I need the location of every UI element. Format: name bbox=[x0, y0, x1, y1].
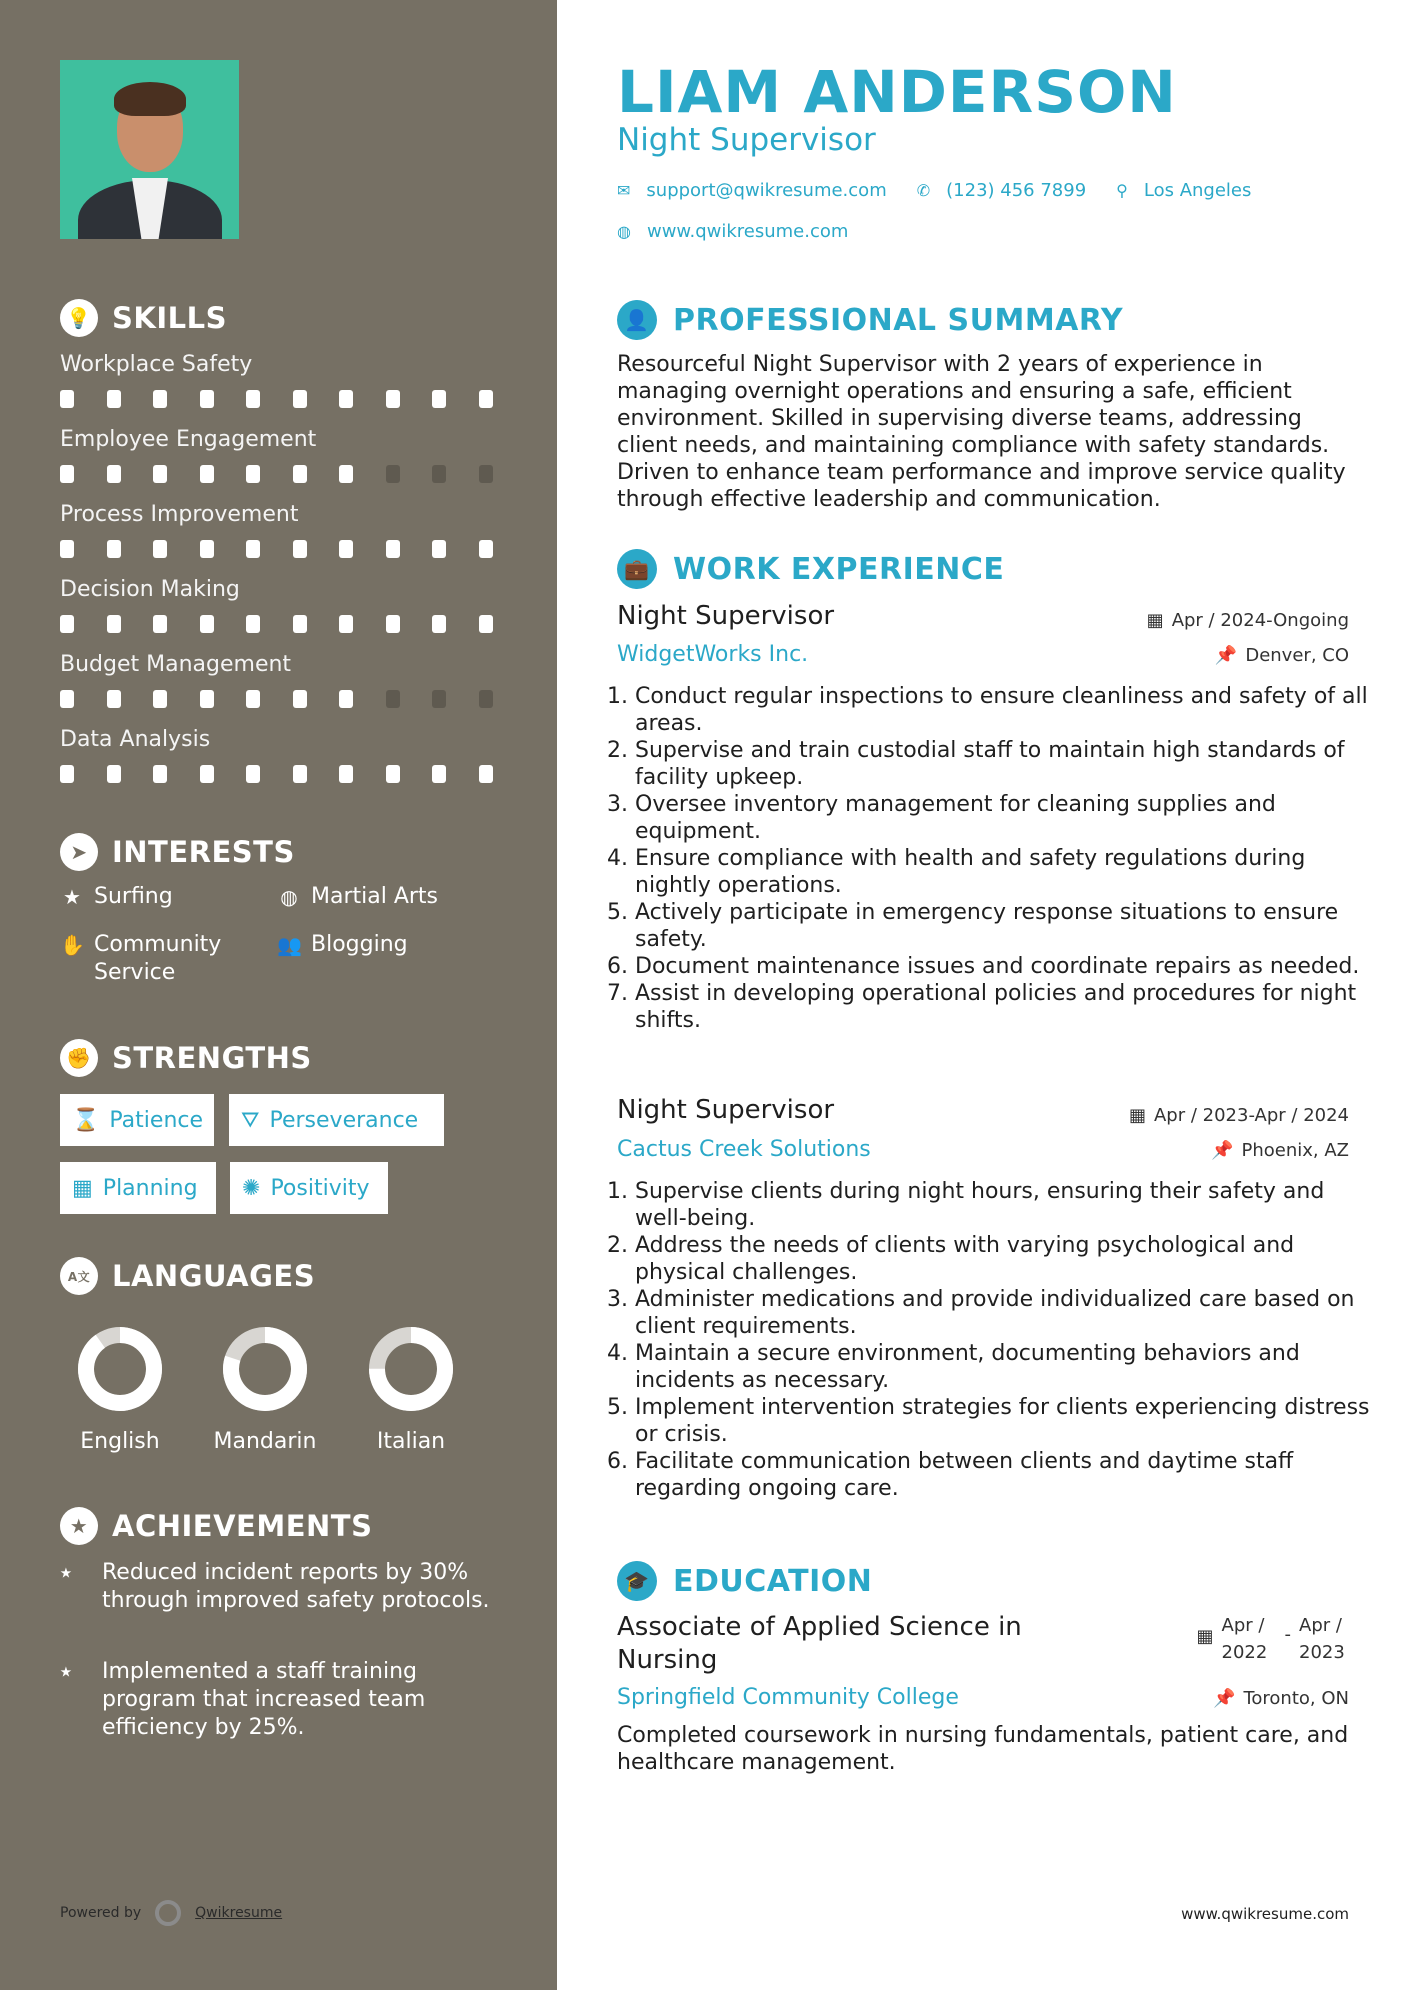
skill-name: Process Improvement bbox=[60, 502, 299, 527]
skill-dot bbox=[432, 765, 446, 783]
qwikresume-link[interactable]: Qwikresume bbox=[195, 1905, 283, 1921]
language-name: Mandarin bbox=[213, 1429, 317, 1454]
strength-badge: ▦ Planning bbox=[60, 1162, 216, 1214]
skill-dot bbox=[479, 540, 493, 558]
job-bullet: 4. Maintain a secure environment, documenting behaviors and incidents as necessary. bbox=[635, 1340, 1375, 1394]
skill-dot bbox=[200, 465, 214, 483]
interest-item: ✋ Community Service bbox=[60, 932, 222, 985]
user-icon: 👤 bbox=[617, 300, 657, 340]
skill-rating bbox=[60, 540, 525, 558]
job-dates: ▦ Apr / 2023-Apr / 2024 bbox=[1128, 1105, 1349, 1126]
sidebar bbox=[0, 0, 557, 1990]
website-row bbox=[617, 221, 848, 242]
skill-dot bbox=[339, 765, 353, 783]
skill-dot bbox=[246, 765, 260, 783]
fist-icon: ✊ bbox=[60, 1039, 98, 1077]
briefcase-icon: 💼 bbox=[617, 549, 657, 589]
award-icon: ★ bbox=[60, 1507, 98, 1545]
skill-dot bbox=[386, 390, 400, 408]
skill-dot bbox=[386, 540, 400, 558]
job-bullet: 3. Administer medications and provide individualized care based on client requirements. bbox=[635, 1286, 1375, 1340]
pin-icon: 📌 bbox=[1214, 645, 1238, 666]
skill-dot bbox=[153, 765, 167, 783]
globe-icon: ◍ bbox=[280, 885, 298, 909]
skill-dot bbox=[293, 390, 307, 408]
job-location: 📌 Denver, CO bbox=[1214, 645, 1349, 666]
hourglass-icon: ⌛ bbox=[72, 1107, 100, 1133]
skill-dot bbox=[479, 765, 493, 783]
job-bullet: 2. Supervise and train custodial staff to maintain high standards of facility upkeep. bbox=[635, 737, 1375, 791]
job-bullet: 6. Document maintenance issues and coordinate repairs as needed. bbox=[635, 953, 1375, 980]
education-heading: 🎓 EDUCATION bbox=[617, 1561, 872, 1601]
skill-dot bbox=[200, 615, 214, 633]
education-dates: ▦ Apr / 2022 - Apr / 2023 bbox=[1196, 1615, 1345, 1663]
location-text: Los Angeles bbox=[1143, 180, 1252, 201]
skill-dot bbox=[153, 540, 167, 558]
language-name: English bbox=[80, 1429, 160, 1454]
achievement-item: ⭑ Reduced incident reports by 30% through improved safety protocols. bbox=[60, 1560, 490, 1613]
skill-rating bbox=[60, 615, 525, 633]
job-bullet: 1. Supervise clients during night hours, ensuring their safety and well-being. bbox=[635, 1178, 1375, 1232]
skill-dot bbox=[246, 390, 260, 408]
star-icon: ★ bbox=[63, 885, 81, 909]
skill-dot bbox=[386, 615, 400, 633]
calendar-icon: ▦ bbox=[72, 1175, 93, 1201]
powered-by: Powered by Qwikresume bbox=[60, 1900, 282, 1926]
skill-dot bbox=[246, 540, 260, 558]
skill-dot bbox=[200, 690, 214, 708]
school-name: Springfield Community College bbox=[617, 1685, 959, 1710]
skill-dot bbox=[153, 615, 167, 633]
skill-dot bbox=[432, 390, 446, 408]
pin-icon: 📌 bbox=[1213, 1688, 1236, 1709]
skill-dot bbox=[479, 390, 493, 408]
email-link[interactable]: support@qwikresume.com bbox=[646, 180, 887, 201]
skills-heading: 💡 SKILLS bbox=[60, 299, 227, 337]
users-icon: 👥 bbox=[277, 933, 302, 957]
skill-dot bbox=[479, 615, 493, 633]
skill-dot bbox=[200, 765, 214, 783]
candidate-role: Night Supervisor bbox=[617, 122, 876, 158]
skill-dot bbox=[107, 540, 121, 558]
skill-dot bbox=[153, 390, 167, 408]
map-pin-icon: ⚲ bbox=[1116, 181, 1128, 200]
language-icon: A文 bbox=[60, 1257, 98, 1295]
strength-badge: ✺ Positivity bbox=[230, 1162, 388, 1214]
skill-dot bbox=[339, 390, 353, 408]
skill-dot bbox=[107, 390, 121, 408]
skill-dot bbox=[200, 390, 214, 408]
education-location: 📌 Toronto, ON bbox=[1213, 1688, 1349, 1709]
skill-dot bbox=[246, 690, 260, 708]
skill-dot bbox=[432, 465, 446, 483]
skill-dot bbox=[432, 615, 446, 633]
language-proficiency-ring bbox=[369, 1327, 453, 1411]
company-name: Cactus Creek Solutions bbox=[617, 1137, 871, 1162]
achievements-heading: ★ ACHIEVEMENTS bbox=[60, 1507, 372, 1545]
skill-name: Employee Engagement bbox=[60, 427, 317, 452]
job-bullet: 5. Actively participate in emergency response situations to ensure safety. bbox=[635, 899, 1375, 953]
skill-dot bbox=[107, 690, 121, 708]
skill-dot bbox=[293, 540, 307, 558]
paper-plane-icon: ➤ bbox=[60, 833, 98, 871]
skill-dot bbox=[60, 615, 74, 633]
pin-icon: 📌 bbox=[1211, 1140, 1234, 1161]
interest-item: ◍ Martial Arts bbox=[277, 883, 438, 911]
skill-dot bbox=[60, 690, 74, 708]
summary-text: Resourceful Night Supervisor with 2 years of experience in managing overnight operations and ensuring a safe, efficient environment. Skilled in supervising diverse teams, addressing client needs, and maintaining compliance with safety standards. Driven to enhance team performance and improve service quality through effective leadership and communication. bbox=[617, 352, 1346, 512]
skill-dot bbox=[246, 615, 260, 633]
job-bullet: 2. Address the needs of clients with varying psychological and physical challenges. bbox=[635, 1232, 1375, 1286]
strength-badge: ⛛ Perseverance bbox=[229, 1094, 444, 1146]
skill-rating bbox=[60, 390, 525, 408]
skill-dot bbox=[386, 690, 400, 708]
job-bullet: 6. Facilitate communication between clients and daytime staff regarding ongoing care. bbox=[635, 1448, 1375, 1502]
strength-badge: ⌛ Patience bbox=[60, 1094, 214, 1146]
skill-dot bbox=[107, 615, 121, 633]
degree-title: Associate of Applied Science in Nursing bbox=[617, 1612, 1022, 1675]
candidate-name: LIAM ANDERSON bbox=[617, 58, 1177, 126]
skill-dot bbox=[293, 765, 307, 783]
job-bullet: 4. Ensure compliance with health and safety regulations during nightly operations. bbox=[635, 845, 1375, 899]
skill-dot bbox=[293, 465, 307, 483]
skill-name: Data Analysis bbox=[60, 727, 211, 752]
job-location: 📌 Phoenix, AZ bbox=[1211, 1140, 1349, 1161]
calendar-icon: ▦ bbox=[1128, 1105, 1146, 1126]
skill-dot bbox=[386, 465, 400, 483]
languages-heading: A文 LANGUAGES bbox=[60, 1257, 315, 1295]
experience-heading: 💼 WORK EXPERIENCE bbox=[617, 549, 1004, 589]
calendar-icon: ▦ bbox=[1146, 610, 1164, 631]
interest-item: ★ Surfing bbox=[60, 883, 173, 911]
achievement-item: ⭑ Implemented a staff training program that increased team efficiency by 25%. bbox=[60, 1659, 426, 1740]
footer-website[interactable]: www.qwikresume.com bbox=[1181, 1905, 1349, 1923]
road-icon: ⛛ bbox=[241, 1107, 260, 1133]
summary-heading: 👤 PROFESSIONAL SUMMARY bbox=[617, 300, 1123, 340]
language-proficiency-ring bbox=[223, 1327, 307, 1411]
skill-dot bbox=[293, 615, 307, 633]
skill-rating bbox=[60, 690, 525, 708]
language-proficiency-ring bbox=[78, 1327, 162, 1411]
skill-name: Decision Making bbox=[60, 577, 240, 602]
education-description: Completed coursework in nursing fundamentals, patient care, and healthcare management. bbox=[617, 1723, 1349, 1775]
qwikresume-logo-icon bbox=[155, 1900, 181, 1926]
job-bullet: 1. Conduct regular inspections to ensure cleanliness and safety of all areas. bbox=[635, 683, 1375, 737]
graduation-cap-icon: 🎓 bbox=[617, 1561, 657, 1601]
shooting-star-icon: ⭑ bbox=[60, 1560, 72, 1585]
job-dates: ▦ Apr / 2024-Ongoing bbox=[1146, 610, 1349, 631]
skill-dot bbox=[60, 390, 74, 408]
shooting-star-icon: ⭑ bbox=[60, 1659, 72, 1684]
skill-dot bbox=[339, 615, 353, 633]
skill-dot bbox=[339, 540, 353, 558]
skill-dot bbox=[432, 540, 446, 558]
sun-icon: ✺ bbox=[242, 1175, 261, 1201]
skill-dot bbox=[339, 465, 353, 483]
interests-heading: ➤ INTERESTS bbox=[60, 833, 295, 871]
job-bullet: 5. Implement intervention strategies for clients experiencing distress or crisis. bbox=[635, 1394, 1375, 1448]
skill-dot bbox=[246, 465, 260, 483]
skill-dot bbox=[479, 690, 493, 708]
skill-dot bbox=[153, 690, 167, 708]
language-name: Italian bbox=[376, 1429, 446, 1454]
interest-item: 👥 Blogging bbox=[277, 932, 408, 957]
skill-dot bbox=[60, 765, 74, 783]
skill-name: Budget Management bbox=[60, 652, 292, 677]
skill-dot bbox=[107, 765, 121, 783]
skill-dot bbox=[479, 465, 493, 483]
lightbulb-icon: 💡 bbox=[60, 299, 98, 337]
skill-dot bbox=[293, 690, 307, 708]
skill-rating bbox=[60, 465, 525, 483]
phone-icon: ✆ bbox=[916, 181, 931, 200]
profile-photo bbox=[60, 60, 239, 239]
job-bullet: 3. Oversee inventory management for cleaning supplies and equipment. bbox=[635, 791, 1375, 845]
contact-row bbox=[617, 180, 1251, 201]
skill-dot bbox=[60, 465, 74, 483]
phone-text: (123) 456 7899 bbox=[946, 180, 1087, 201]
calendar-icon: ▦ bbox=[1196, 1626, 1214, 1647]
strengths-heading: ✊ STRENGTHS bbox=[60, 1039, 312, 1077]
skill-dot bbox=[200, 540, 214, 558]
skill-dot bbox=[432, 690, 446, 708]
hand-icon: ✋ bbox=[60, 933, 85, 957]
skill-dot bbox=[339, 690, 353, 708]
website-link[interactable]: www.qwikresume.com bbox=[646, 221, 849, 242]
skill-dot bbox=[153, 465, 167, 483]
job-bullet: 7. Assist in developing operational policies and procedures for night shifts. bbox=[635, 980, 1375, 1034]
job-title: Night Supervisor bbox=[617, 1095, 835, 1125]
company-name: WidgetWorks Inc. bbox=[617, 642, 809, 667]
job-bullets bbox=[610, 1178, 1375, 1502]
skill-dot bbox=[60, 540, 74, 558]
skill-dot bbox=[386, 765, 400, 783]
job-title: Night Supervisor bbox=[617, 601, 835, 631]
globe-icon: ◍ bbox=[617, 222, 631, 241]
job-bullets bbox=[610, 683, 1375, 1034]
skill-dot bbox=[107, 465, 121, 483]
envelope-icon: ✉ bbox=[617, 181, 631, 200]
date-separator: - bbox=[1284, 1624, 1291, 1645]
skill-rating bbox=[60, 765, 525, 783]
skill-name: Workplace Safety bbox=[60, 352, 253, 377]
